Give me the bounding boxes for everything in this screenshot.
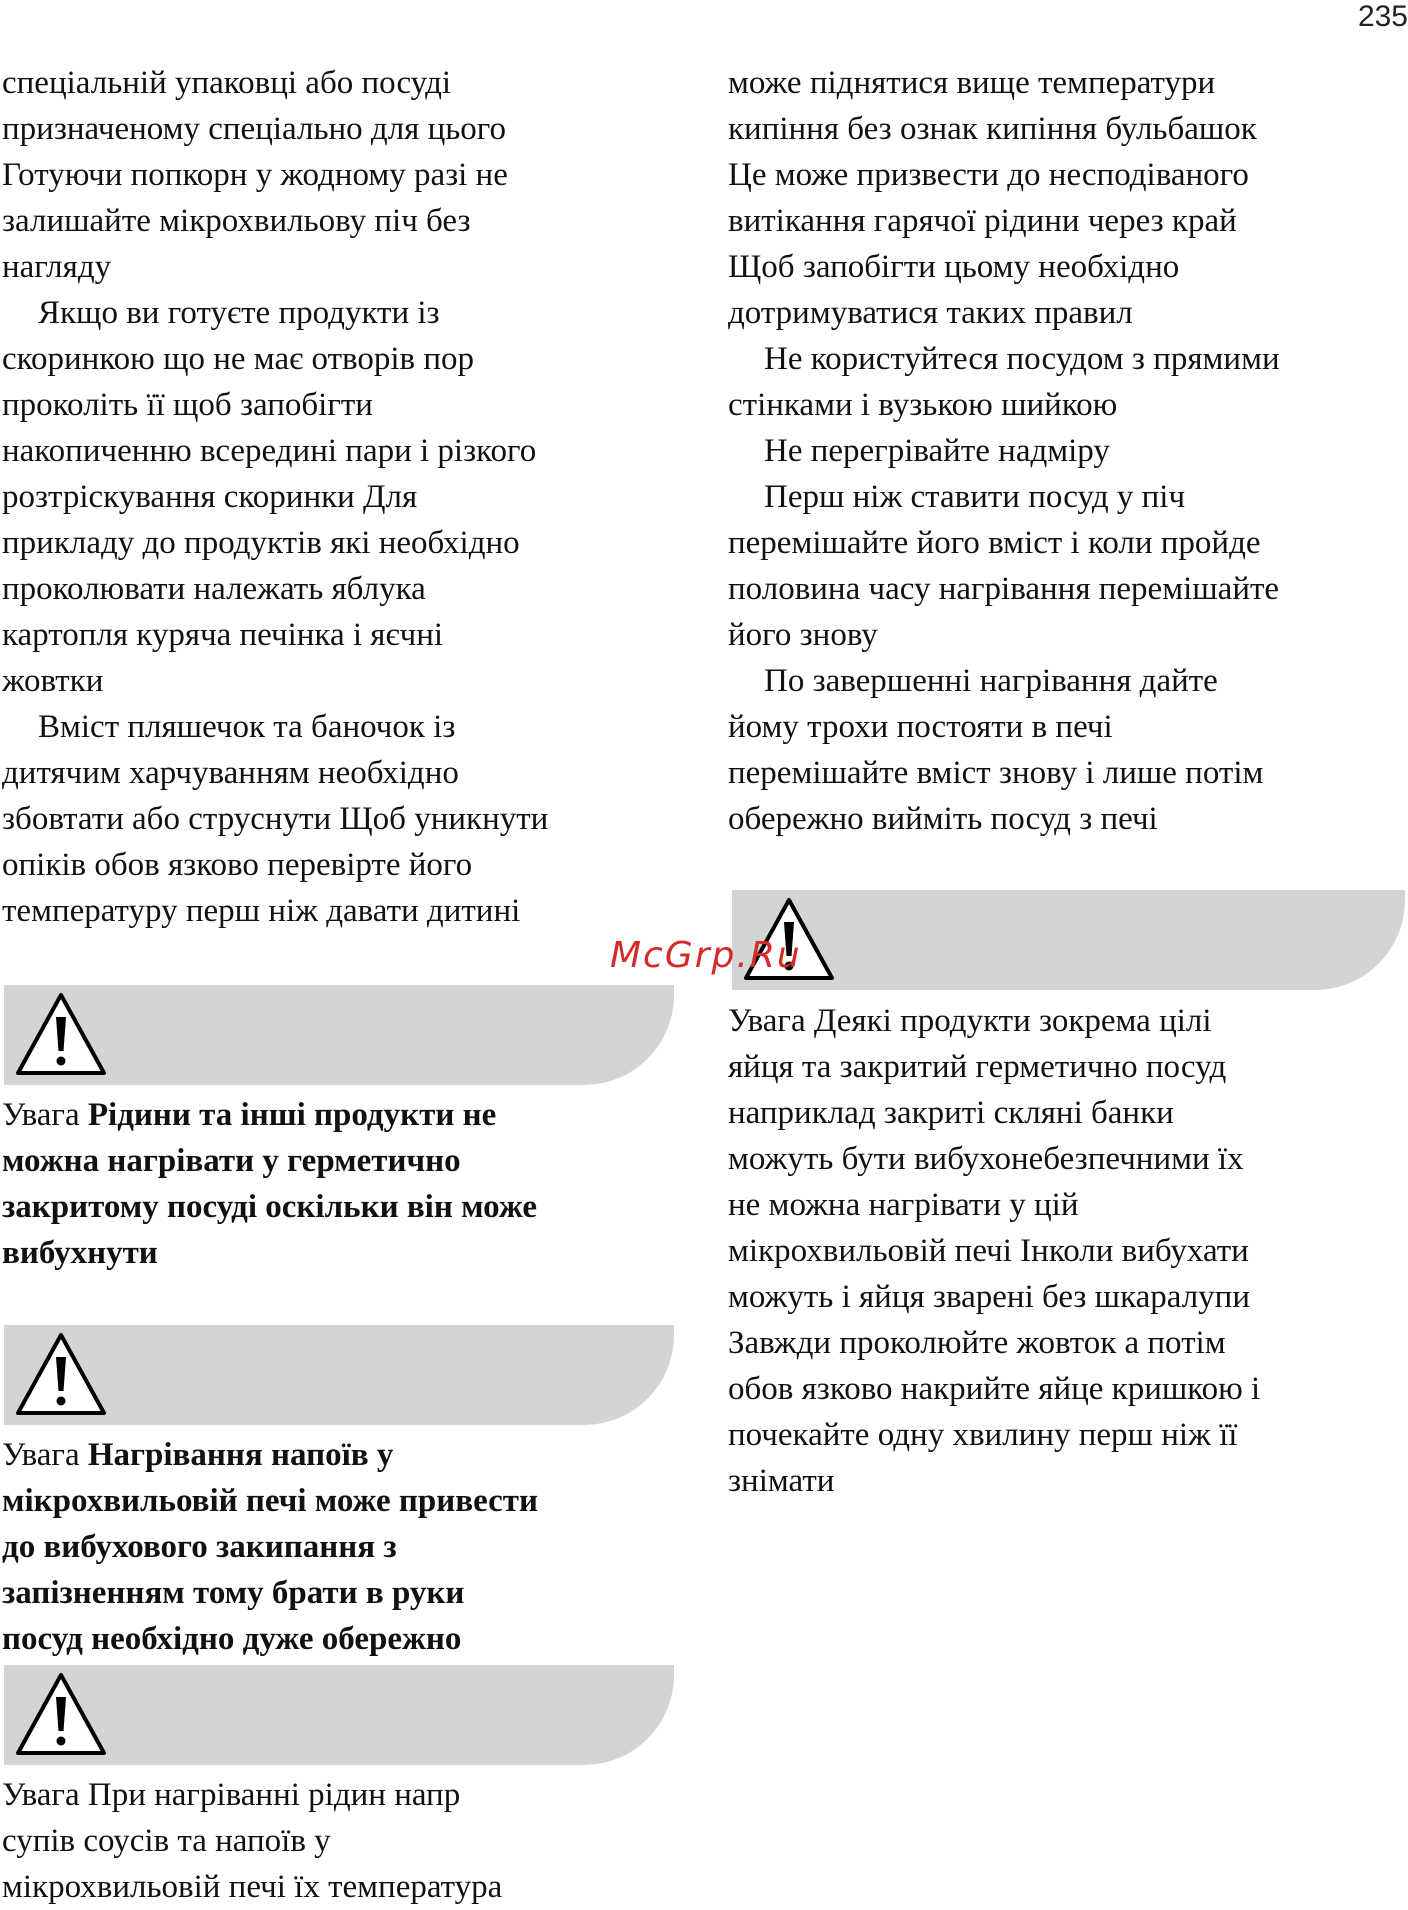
warning-text-3 <box>2 1772 682 1910</box>
warning-line <box>728 1136 1408 1182</box>
warning-line <box>2 1092 682 1138</box>
warning-line <box>728 1320 1408 1366</box>
text-line: По завершенні нагрівання дайте <box>764 663 1218 699</box>
text-line: збовтати або струснути Щоб уникнути <box>2 801 549 837</box>
warning-line-text: При нагріванні рідин напр <box>87 1777 461 1813</box>
warning-line-text: Завжди проколюйте жовток а потім <box>728 1325 1226 1361</box>
text-line: витікання гарячої рідини через край <box>728 203 1237 239</box>
text-line: Не перегрівайте надміру <box>764 433 1110 469</box>
text-line: Не користуйтеся посудом з прямими <box>764 341 1280 377</box>
text-line: прикладу до продуктів які необхідно <box>2 525 520 561</box>
warning-banner-4 <box>732 890 1405 990</box>
warning-banner-2 <box>4 1325 674 1425</box>
warning-line-text: не можна нагрівати у цій <box>728 1187 1079 1223</box>
text-line: нагляду <box>2 249 112 285</box>
warning-line <box>728 1366 1408 1412</box>
warning-triangle-icon <box>14 1671 108 1757</box>
text-line: стінками і вузькою шийкою <box>728 387 1118 423</box>
warning-line <box>2 1230 682 1276</box>
warning-line <box>2 1478 682 1524</box>
warning-prefix: Увага <box>728 1003 814 1039</box>
text-line: перемішайте його вміст і коли пройде <box>728 525 1261 561</box>
text-line: кипіння без ознак кипіння бульбашок <box>728 111 1257 147</box>
page-number: 235 <box>1357 0 1408 33</box>
warning-line <box>2 1138 682 1184</box>
text-line: Вміст пляшечок та баночок із <box>38 709 456 745</box>
warning-line <box>728 1458 1408 1504</box>
warning-triangle-icon <box>14 991 108 1077</box>
text-line: половина часу нагрівання перемішайте <box>728 571 1280 607</box>
warning-line-text: до вибухового закипання з <box>2 1529 397 1565</box>
warning-line <box>728 1412 1408 1458</box>
warning-line-text: можна нагрівати у герметично <box>2 1143 461 1179</box>
text-line: йому трохи постояти в печі <box>728 709 1113 745</box>
text-line: перемішайте вміст знову і лише потім <box>728 755 1264 791</box>
warning-line-text: Деякі продукти зокрема цілі <box>813 1003 1212 1039</box>
text-line: опіків обов язково перевірте його <box>2 847 473 883</box>
text-line: Щоб запобігти цьому необхідно <box>728 249 1180 285</box>
warning-banner-1 <box>4 985 674 1085</box>
warning-line-text: обов язково накрийте яйце кришкою і <box>728 1371 1261 1407</box>
warning-line <box>728 1182 1408 1228</box>
warning-text-4 <box>728 998 1408 1504</box>
warning-line-text: Рідини та інші продукти не <box>87 1097 497 1133</box>
text-line: дитячим харчуванням необхідно <box>2 755 459 791</box>
warning-line <box>2 1818 682 1864</box>
text-line: його знову <box>728 617 878 653</box>
text-line: може піднятися вище температури <box>728 65 1216 101</box>
warning-line-text: можуть бути вибухонебезпечними їх <box>728 1141 1244 1177</box>
warning-line <box>2 1864 682 1910</box>
text-line: скоринкою що не має отворів пор <box>2 341 475 377</box>
warning-line-text: мікрохвильовій печі Інколи вибухати <box>728 1233 1249 1269</box>
watermark: McGrp.Ru <box>610 935 802 976</box>
warning-line <box>728 998 1408 1044</box>
text-line: спеціальній упаковці або посуді <box>2 65 452 101</box>
warning-line <box>2 1524 682 1570</box>
warning-triangle-icon <box>14 1331 108 1417</box>
warning-text-2 <box>2 1432 682 1662</box>
warning-banner-3 <box>4 1665 674 1765</box>
text-line: обережно вийміть посуд з печі <box>728 801 1158 837</box>
warning-line-text: можуть і яйця зварені без шкаралупи <box>728 1279 1250 1315</box>
text-line: дотримуватися таких правил <box>728 295 1133 331</box>
warning-line-text: почекайте одну хвилину перш ніж її <box>728 1417 1238 1453</box>
warning-line <box>2 1772 682 1818</box>
warning-line-text: знімати <box>728 1463 835 1499</box>
text-line: Готуючи попкорн у жодному разі не <box>2 157 508 193</box>
warning-line <box>728 1274 1408 1320</box>
warning-line <box>728 1228 1408 1274</box>
warning-line <box>2 1616 682 1662</box>
text-line: проколювати належать яблука <box>2 571 426 607</box>
left-column-body <box>2 60 682 934</box>
text-line: накопиченню всередині пари і різкого <box>2 433 537 469</box>
text-line: Перш ніж ставити посуд у піч <box>764 479 1186 515</box>
warning-line <box>2 1570 682 1616</box>
text-line: проколіть її щоб запобігти <box>2 387 373 423</box>
text-line: залишайте мікрохвильову піч без <box>2 203 471 239</box>
right-column-body <box>728 60 1408 842</box>
text-line: картопля куряча печінка і яєчні <box>2 617 444 653</box>
warning-prefix: Увага <box>2 1437 88 1473</box>
warning-line-text: наприклад закриті скляні банки <box>728 1095 1174 1131</box>
warning-line-text: мікрохвильовій печі їх температура <box>2 1869 503 1905</box>
warning-line <box>728 1044 1408 1090</box>
warning-line-text: Нагрівання напоїв у <box>87 1437 394 1473</box>
text-line: температуру перш ніж давати дитині <box>2 893 521 929</box>
warning-line-text: запізненням тому брати в руки <box>2 1575 465 1611</box>
warning-prefix: Увага <box>2 1097 88 1133</box>
warning-line-text: яйця та закритий герметично посуд <box>728 1049 1227 1085</box>
warning-line-text: вибухнути <box>2 1235 158 1271</box>
warning-text-1 <box>2 1092 682 1276</box>
text-line: жовтки <box>2 663 104 699</box>
warning-line-text: посуд необхідно дуже обережно <box>2 1621 462 1657</box>
warning-line <box>728 1090 1408 1136</box>
warning-line-text: закритому посуді оскільки він може <box>2 1189 537 1225</box>
warning-line-text: мікрохвильовій печі може привести <box>2 1483 539 1519</box>
warning-line <box>2 1432 682 1478</box>
text-line: Якщо ви готуєте продукти із <box>38 295 440 331</box>
text-line: розтріскування скоринки Для <box>2 479 418 515</box>
text-line: призначеному спеціально для цього <box>2 111 507 147</box>
warning-line <box>2 1184 682 1230</box>
warning-line-text: супів соусів та напоїв у <box>2 1823 331 1859</box>
warning-prefix: Увага <box>2 1777 88 1813</box>
text-line: Це може призвести до несподіваного <box>728 157 1249 193</box>
